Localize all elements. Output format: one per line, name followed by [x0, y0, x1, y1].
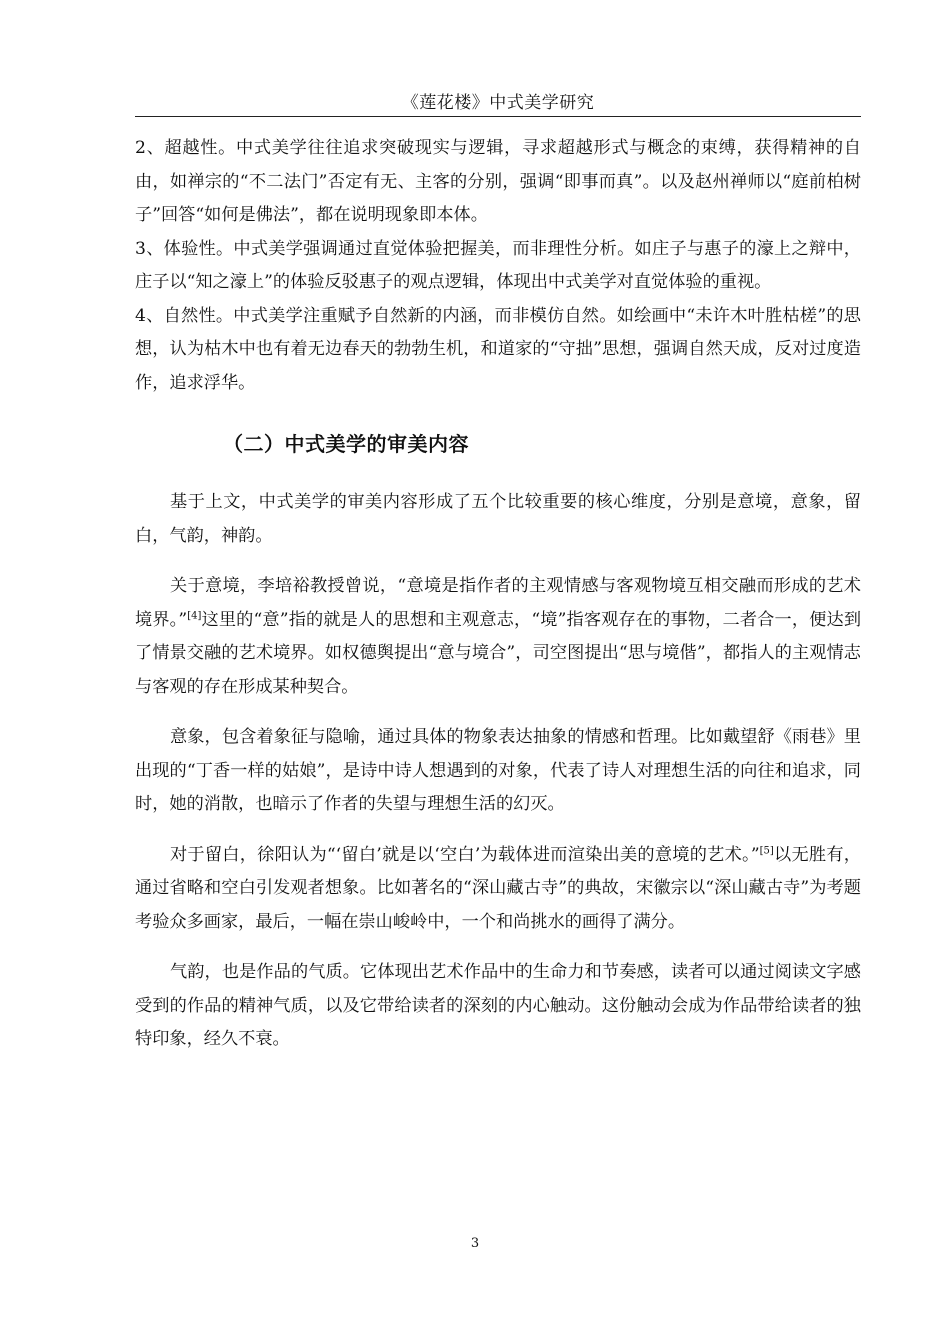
citation-ref: [5] — [759, 844, 774, 856]
page-content — [135, 132, 861, 1057]
section-heading: （二）中式美学的审美内容 — [223, 432, 469, 456]
paragraph-liubai-quote: 对于留白，徐阳认为“‘留白’就是以‘空白’为载体进而渲染出美的意境的艺术。” — [170, 844, 760, 865]
header-rule — [135, 116, 861, 117]
citation-ref: [4] — [187, 609, 202, 621]
paragraph-qiyun: 气韵，也是作品的气质。它体现出艺术作品中的生命力和节奏感，读者可以通过阅读文字感受到的作品的精神气质，以及它带给读者的深刻的内心触动。这份触动会成为作品带给读者的独特印象，经久不衰。 — [135, 962, 861, 1049]
paragraph-yijing-quote: 关于意境，李培裕教授曾说，“意境是指作者的主观情感与客观物境互相交融而形成的艺术境界。” — [135, 576, 861, 630]
paragraph-liubai-body: 以无胜有，通过省略和空白引发观者想象。比如著名的“深山藏古寺”的典故，宋徽宗以“深山藏古寺”为考题考验众多画家，最后，一幅在崇山峻岭中，一个和尚挑水的画得了满分。 — [135, 844, 861, 932]
paragraph-yijing — [135, 570, 861, 704]
list-item-naturalness: 4、自然性。中式美学注重赋予自然新的内涵，而非模仿自然。如绘画中“未许木叶胜枯槎”的思想，认为枯木中也有着无边春天的勃勃生机，和道家的“守拙”思想，强调自然天成，反对过度造作，追求浮华。 — [135, 305, 861, 393]
paragraph-yixiang: 意象，包含着象征与隐喻，通过具体的物象表达抽象的情感和哲理。比如戴望舒《雨巷》里出现的“丁香一样的姑娘”，是诗中诗人想遇到的对象，代表了诗人对理想生活的向往和追求，同时，她的消散，也暗示了作者的失望与理想生活的幻灭。 — [135, 727, 861, 814]
list-item-experience: 3、体验性。中式美学强调通过直觉体验把握美，而非理性分析。如庄子与惠子的濠上之辩中，庄子以“知之濠上”的体验反驳惠子的观点逻辑，体现出中式美学对直觉体验的重视。 — [135, 238, 861, 292]
list-item-transcendence: 2、超越性。中式美学往往追求突破现实与逻辑，寻求超越形式与概念的束缚，获得精神的自由，如禅宗的“不二法门”否定有无、主客的分别，强调“即事而真”。以及赵州禅师以“庭前柏树子”回答“如何是佛法”，都在说明现象即本体。 — [135, 138, 861, 225]
paragraph-yijing-body: 这里的“意”指的就是人的思想和主观意志，“境”指客观存在的事物，二者合一，便达到了情景交融的艺术境界。如权德舆提出“意与境合”，司空图提出“思与境偕”，都指人的主观情志与客观的存在形成某种契合。 — [135, 609, 862, 697]
paragraph-liubai — [135, 839, 861, 940]
paragraph-intro: 基于上文，中式美学的审美内容形成了五个比较重要的核心维度，分别是意境，意象，留白，气韵，神韵。 — [135, 492, 861, 546]
page-number: 3 — [470, 1236, 480, 1251]
running-header: 《莲花楼》中式美学研究 — [401, 93, 595, 113]
